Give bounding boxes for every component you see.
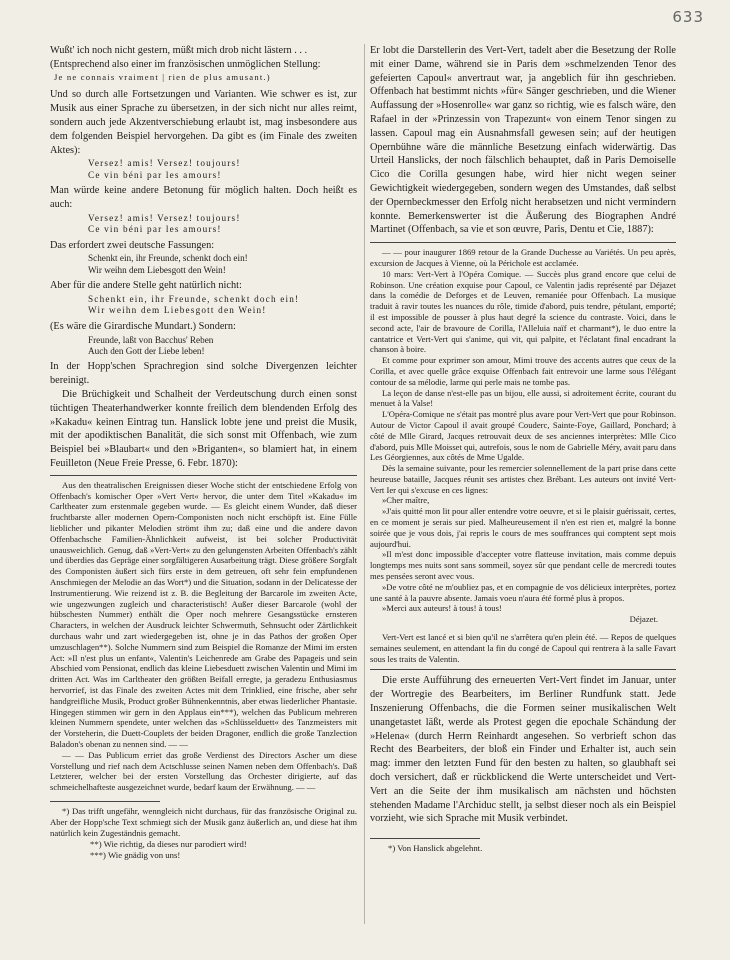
quotation: L'Opéra-Comique ne s'était pas montré plus avare pour Vert-Vert que pour Robinson. Autour de Victor Capoul il avait groupé Couderc, Sainte-Foye, Gaillard, Ponchard; à côté de Mlle Girard, Jacques retrouvait deux de ses anciennes interprètes: Mlle Cico d'abord, puis Mlle Moisset qui, autrefois, sous le nom de Gabrielle Méry, avait paru dans Les Géorgiennes, aux côtés de Mme Ugalde. bbox=[370, 409, 676, 463]
column-rule bbox=[364, 44, 365, 924]
divider bbox=[370, 669, 676, 670]
footnote: ***) Wie gnädig von uns! bbox=[90, 849, 181, 860]
paragraph: Die erste Aufführung des erneuerten Vert-Vert findet im Januar, unter der Wortregie des Bearbeiters, im Berliner Rundfunk statt. Jede Inszenierung Offenbachs, die die Formen seiner musikalischen Welt unangetastet läßt, werde als Protest gegen die epochale Schändung der »Helena« (durch Herrn Reinhardt angesehen. So verbrieft schon das Recht des Bearbeiters, der bloß ein Finder und Erhalter ist, auch sein mag: immer den letzten Fund für den besten zu halten, so glaubhaft sei doch versichert, daß er rückblickend die Werte unterscheidet und Vert-Vert an die Seite der ihm musikalisch am nächsten und höchsten stehenden Madame l'Archiduc stellt, ja selbst dieser noch als ein Beispiel vorzieht, wie sich Sprache mit Musik verbindet. bbox=[370, 675, 676, 825]
quotation: »De votre côté ne m'oubliez pas, et en compagnie de vos délicieux interprètes, portez une santé à la pauvre absente. Jamais voeu n'aura été formé plus à propos. bbox=[370, 581, 676, 603]
quotation: Aus den theatralischen Ereignissen dieser Woche sticht der entschiedene Erfolg von Offenbach's komischer Oper »Vert Vert« hervor, die unter dem Titel »Kakadu« im Carltheater zum erstenmale gegeben wurde. — Es gleicht einem Wunder, daß dieser fruchtbarste aller modernen Opern-Componisten noch nicht erschöpft ist. Eine Fülle lieblicher und pikanter Melodien strömt ihm zu; daß eine und die andere davon Offenbachsche Familien-Ähnlichkeit aufweist, ist bei solcher Productivität unausweichlich. Genug, daß »Vert-Vert« zu den gelungensten Arbeiten Offenbach's zählt und überdies das Gepräge einer sorgfältigeren Ausarbeitung trägt. Diese größere Sorgfalt des Componisten äußert sich fürs erste in dem getreuen, oft sehr fein empfundenen Anschmiegen der Melodie an das Wort*) und die Situation, sodann in der Delicatesse der Instrumentierung. Wie reizend ist z. B. die Begleitung der Barcarole im zweiten Acte, wie ungezwungen zugleich und characteristisch! Außer dieser Barcarole (wohl der hübschesten Nummer) enthält die Oper noch mehrere Gesangsstücke ernsteren Characters, in welchen der Ausdruck leichter Schwermuth, Sehnsucht oder Zärtlichkeit durchaus wahr und zart wiedergegeben ist, ohne je in das Pathos der großen Oper umzuschlagen**). Solche Nummern sind zum Beispiel die Romanze der Mimi im ersten Act: »Il n'est plus un enfant«, Valentin's Leichenrede am Grabe des Papageis und sein Abschied vom Pensionat, endlich das kleine Liebesduett zwischen Valentin und Mimi im dritten Act. Was im Carltheater den größten Beifall erregte, ja geradezu Enthusiasmus hervorrief, ist das Finale des zweiten Actes mit dem Trinklied, eine frische, aber sehr handgreifliche Musik, Product großer Bühnenkenntnis, aber etwas liederlicher Phantasie. Hingegen stimmen wir gern in den Applaus ein***), welchen das Publicum mehreren kleinen Nummern spendete, unter welchen das »Schlüsselduett« des Tanzmeisters mit der Vorsteherin, die Duett-Couplets der beiden Dragoner, endlich die große Tanzlection Baladon's obenan zu nennen sind. — — bbox=[50, 479, 358, 749]
quotation: Dès la semaine suivante, pour les remercier solennellement de la part prise dans cette heureuse bataille, Jacques réunit ses artistes chez Brébant. Les auteurs ont invité Vert-Vert Ier qui s'excuse en ces lignes: bbox=[370, 463, 676, 495]
footnote: *) Von Hanslick abgelehnt. bbox=[388, 843, 483, 854]
right-column bbox=[370, 44, 676, 854]
paragraph: Er lobt die Darstellerin des Vert-Vert, tadelt aber die Besetzung der Rolle mit einer Dame, während sie in Paris dem »schmelzenden Tenor des gefeierten Capoul« anvertraut war, ja angeblich für ihn geschrieben. Offenbach hat bestimmt nichts »für« Sänger geschrieben, und die Wiener Auffassung der »Hosenrolle« war ganz so richtig, wie es falsch wäre, den Rafael in der »Prinzessin von Trapezunt« von einem Tenor singen zu lassen. Capoul mag ein Ausnahmsfall gewesen sein; auf der heutigen Opernbühne wäre die männliche Besetzung einfach widerwärtig. Das Urteil Hanslicks, der noch fälschlich behauptet, daß in Paris Demoiselle Cico die Corilla gesungen habe, wird hier nicht wegen seiner Gewichtigkeit wiedergegeben, sondern wegen des Umstandes, daß selbst der Opernbeckmesser den Erfolg nicht herabsetzen und nicht vermindern konnte. Bemerkenswerter ist die Äußerung des Biographen André Martinet (Offenbach, sa vie et son œuvre, Paris, Dentu et Cie, 1887): bbox=[370, 45, 676, 236]
quotation: 10 mars: Vert-Vert à l'Opéra Comique. — Succès plus grand encore que celui de Robinson. Une création exquise pour Capoul, ce Valentin jadis représenté par Déjazet dans la comédie de Deforges et de Leuven, remaniée pour Offenbach. La musique traduit à ravir toutes les nuances du rôle, timide d'abord, puis tendre, pétulant, emporté; il est impossible de pousser à plus haut degré la science du contraste. Voici, dans le second acte, l'air de bravoure de Corilla, l'Alleluia naïf et charmant*), le duo entre la cantatrice et Vert-Vert qui s'anime, qui vit, qui palpite, et l'éclatant final encadrant la chanson à boire. bbox=[370, 268, 676, 355]
text-line: Wußt' ich noch nicht gestern, müßt mich drob nicht lästern . . . bbox=[50, 45, 308, 56]
verse: Versez! amis! Versez! toujours! Ce vin béni par les amours! bbox=[88, 158, 241, 180]
divider bbox=[50, 475, 357, 476]
verse: Schenkt ein, ihr Freunde, schenkt doch ein! Wir weihn dem Liebesgott den Wein! bbox=[88, 253, 248, 275]
paragraph: In der Hopp'schen Sprachregion sind solche Divergenzen leichter bereinigt. bbox=[50, 361, 357, 387]
quotation: »Cher maître, bbox=[382, 495, 430, 506]
quotation: La leçon de danse n'est-elle pas un bijou, elle aussi, si adroitement écrite, courant du menuet à la Valse! bbox=[370, 387, 676, 409]
left-column bbox=[50, 44, 357, 861]
quotation: — — Das Publicum erriet das große Verdienst des Directors Ascher um diese Vorstellung und rief nach dem Actschlusse seinen Namen neben dem Offenbach's. Daß Letzterer, welcher bei der ersten Vorstellung das Orchester dirigierte, auf das schmeichelhafteste ausgezeichnet wurde, bedarf kaum der Erwähnung. — — bbox=[50, 749, 357, 793]
footnote: **) Wie richtig, da dieses nur parodiert wird! bbox=[90, 838, 247, 849]
quotation: »J'ais quitté mon lit pour aller entendre votre oeuvre, et si le plaisir guérissait, certes, en ce moment je serais sur pied. Malheureusement il n'en est rien et, malgré la bonne soirée que je vous dois, j'ai repris le cours de mes souffrances qui comptent sept mois aujourd'hui. bbox=[370, 506, 676, 549]
quotation: — — pour inaugurer 1869 retour de la Grande Duchesse au Variétés. Un peu après, excursion de Jacques à Vienne, où la Périchole est acclamée. bbox=[370, 247, 676, 268]
footnote-rule bbox=[50, 801, 160, 802]
quotation: »Il m'est donc impossible d'accepter votre flatteuse invitation, mais comme depuis longtemps mes nuits sont sans sommeil, soyez sûr que pendant celle de mercredi toutes mes pensées seront avec vous. bbox=[370, 549, 676, 582]
quotation: Et comme pour exprimer son amour, Mimi trouve des accents autres que ceux de la Corilla, et avec quelle grâce exquise Offenbach fait entrevoir une larme sous l'élégant contour de sa mélodie, larme qui perle mais ne tombe pas. bbox=[370, 355, 676, 387]
signature: Déjazet. bbox=[629, 614, 658, 625]
french-example: Je ne connais vraiment | rien de plus amusant.) bbox=[54, 71, 271, 82]
verse: Versez! amis! Versez! toujours! Ce vin béni par les amours! bbox=[88, 212, 241, 235]
footnote-rule bbox=[370, 838, 480, 839]
paragraph: Man würde keine andere Betonung für möglich halten. Doch heißt es auch: bbox=[50, 185, 357, 210]
paragraph: Und so durch alle Fortsetzungen und Varianten. Wie schwer es ist, zur Musik aus einer Sprache zu übersetzen, in der sich nicht nur alles reimt, sondern auch jede Akzentverschiebung erlaubt ist, mag insbesondere aus dem folgenden Beispiel hervorgehen. Da gibt es (im Finale des zweiten Aktes): bbox=[50, 89, 357, 156]
paragraph: (Es wäre die Girardische Mundart.) Sondern: bbox=[50, 320, 236, 332]
footnote: *) Das trifft ungefähr, wenngleich nicht durchaus, für das französische Original zu. Aber der Hopp'sche Text schmiegt sich der Musik ganz äußerlich an, und diese hat ihm natürlich kein Zugeständnis gemacht. bbox=[50, 805, 357, 838]
divider bbox=[370, 242, 676, 243]
page-number: 633 bbox=[672, 8, 704, 26]
paragraph: Das erfordert zwei deutsche Fassungen: bbox=[50, 239, 215, 251]
verse: Schenkt ein, ihr Freunde, schenkt doch ein! Wir weihn dem Liebesgott den Wein! bbox=[88, 294, 300, 316]
quotation: »Merci aux auteurs! à tous! à tous! bbox=[382, 603, 502, 614]
verse: Freunde, laßt von Bacchus' Reben Auch den Gott der Liebe leben! bbox=[88, 334, 214, 357]
text-line: (Entsprechend also einer im französischen unmöglichen Stellung: bbox=[50, 58, 321, 70]
quotation: Vert-Vert est lancé et si bien qu'il ne s'arrêtera qu'en plein été. — Repos de quelques semaines seulement, en attendant la fin du congé de Capoul qui rentrera à la salle Favart sous les traits de Valentin. bbox=[370, 632, 676, 664]
paragraph: Aber für die andere Stelle geht natürlich nicht: bbox=[50, 280, 242, 292]
paragraph: Die Brüchigkeit und Schalheit der Verdeutschung durch einen sonst tüchtigen Theaterhandwerker konnte freilich dem blendenden Erfolg des »Kakadu« keinen Eintrag tun. Hanslick lobte jene und preist die Musik, mit der apodiktischen Banalität, die sich sonst mit Offenbach, wie zum Beispiel bei »Blaubart« und den »Briganten«, so blamiert hat, in einem Feuilleton (Neue Freie Presse, 6. Febr. 1870): bbox=[50, 389, 357, 469]
